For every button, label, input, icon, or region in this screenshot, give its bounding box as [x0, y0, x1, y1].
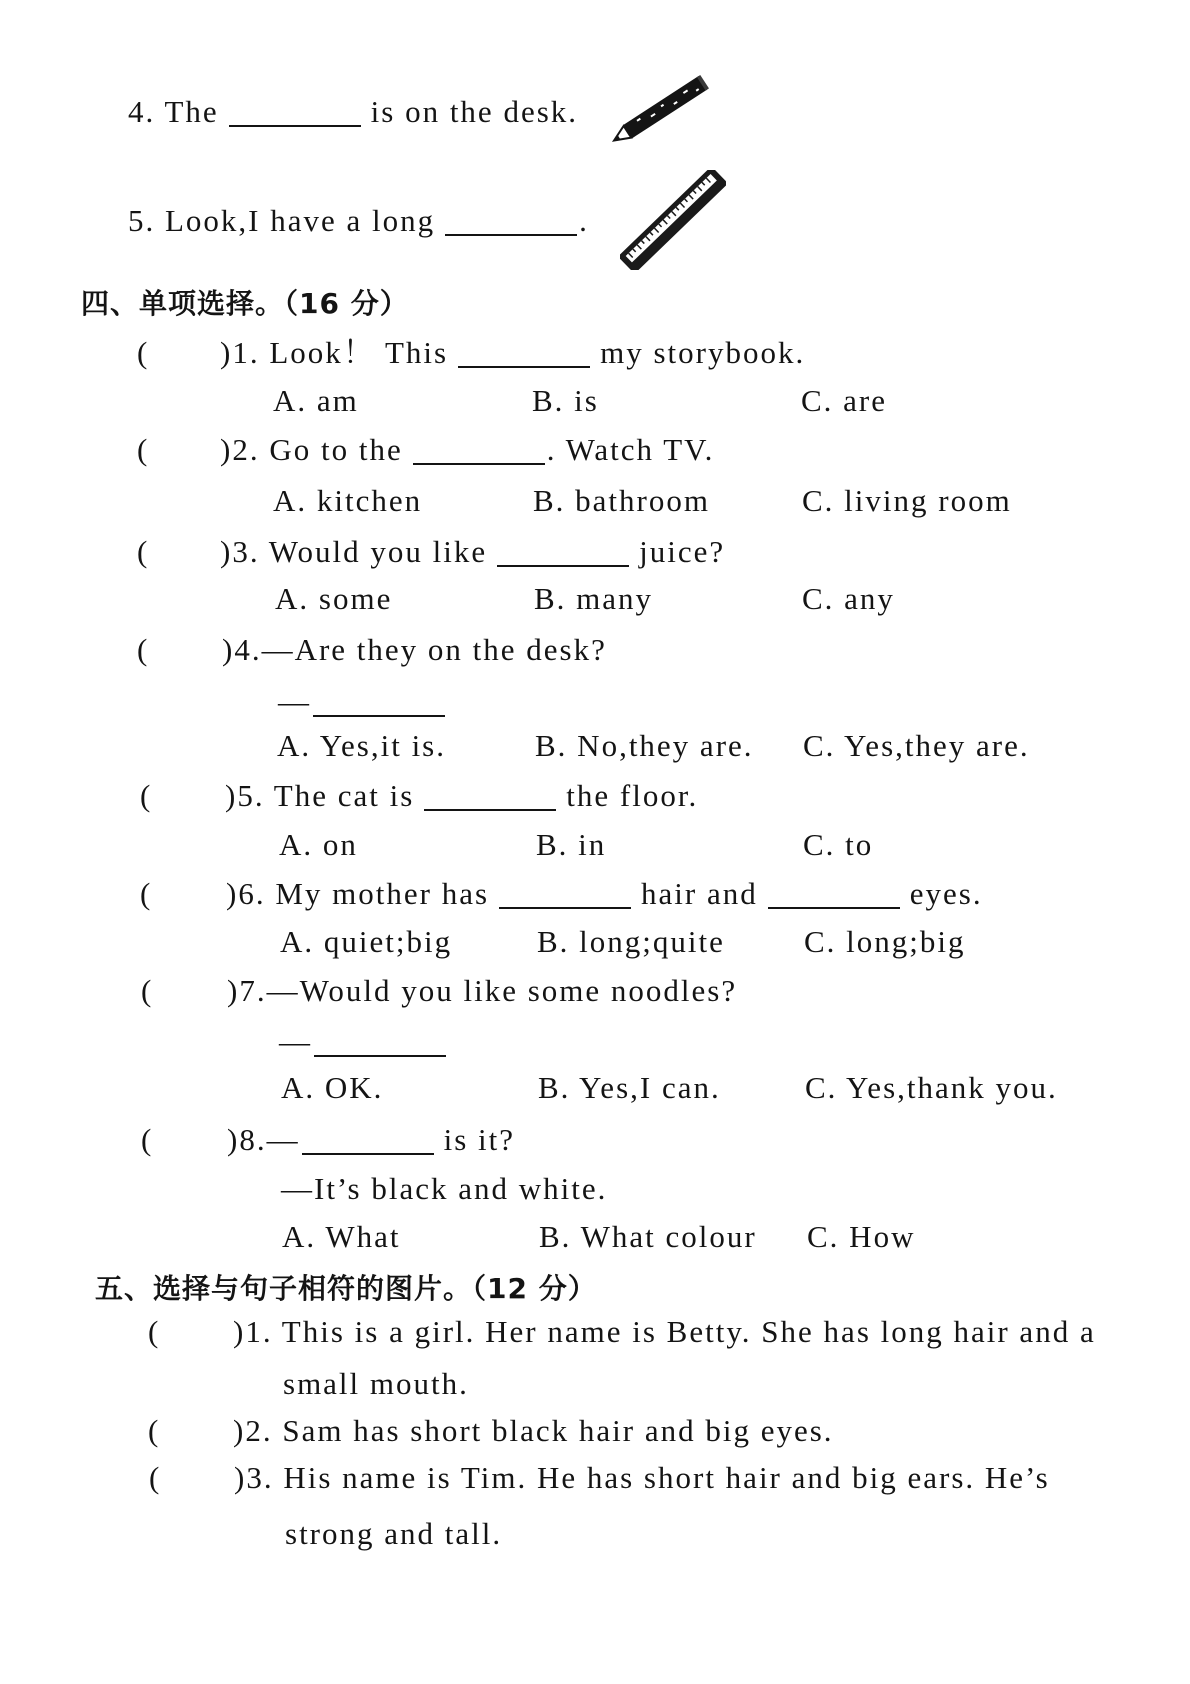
- question-number: )4.: [222, 632, 262, 667]
- options-row-3: [0, 579, 1190, 619]
- options-row-1: [0, 381, 1190, 421]
- reply-row-4: [0, 682, 1190, 722]
- stem-text: This is a girl. Her name is Betty. She has long hair and a: [281, 1314, 1096, 1349]
- fill-in-item-5: [0, 201, 1190, 241]
- answer-bracket-open: (: [137, 632, 150, 667]
- stem-text: The cat is: [273, 778, 415, 813]
- option-b: B. What colour: [539, 1219, 757, 1254]
- answer-bracket-open: (: [137, 534, 150, 569]
- sentence-text: is on the desk.: [370, 94, 579, 129]
- stem-text: Go to the: [269, 432, 403, 467]
- fill-in-sentence: [128, 201, 589, 241]
- section-4-title: 四、单项选择。（16 分）: [81, 287, 409, 320]
- option-c: C. living room: [802, 483, 1012, 518]
- answer-bracket-open: (: [140, 876, 153, 911]
- stem-text: juice?: [639, 534, 726, 569]
- options-row-2: [0, 481, 1190, 521]
- option-a: A. on: [279, 827, 358, 862]
- answer-blank: [302, 1125, 434, 1155]
- answer-blank: [229, 97, 361, 127]
- answer-bracket-open: (: [140, 778, 153, 813]
- options-row-6: [0, 922, 1190, 962]
- option-c: C. How: [807, 1219, 916, 1254]
- question-number: )1.: [220, 335, 260, 370]
- answer-blank: [314, 1027, 446, 1057]
- question-number: )1.: [233, 1314, 273, 1349]
- answer-bracket-open: (: [149, 1460, 162, 1495]
- question-number: )7.: [227, 973, 267, 1008]
- reply-row-8: [0, 1169, 1190, 1209]
- option-a: A. Yes,it is.: [277, 728, 446, 763]
- option-b: B. many: [534, 581, 654, 616]
- dash: —: [278, 684, 311, 719]
- option-a: A. OK.: [281, 1070, 384, 1105]
- picture-question-row-3-cont: [0, 1514, 1190, 1554]
- option-b: B. Yes,I can.: [538, 1070, 721, 1105]
- question-stem: [227, 1120, 515, 1160]
- question-stem: [233, 1312, 1096, 1352]
- stem-text: —Would you like some noodles?: [266, 973, 738, 1008]
- reply-line: [279, 1022, 456, 1062]
- stem-text: —Are they on the desk?: [261, 632, 607, 667]
- question-row-6: [0, 874, 1190, 914]
- options-row-8: [0, 1217, 1190, 1257]
- question-row-1: [0, 333, 1190, 373]
- options-row-7: [0, 1068, 1190, 1108]
- question-stem: [226, 874, 983, 914]
- answer-bracket-open: (: [141, 1122, 154, 1157]
- option-c: C. to: [803, 827, 874, 862]
- question-row-5: [0, 776, 1190, 816]
- options-row-4: [0, 726, 1190, 766]
- question-stem: [220, 333, 805, 373]
- stem-text: hair and: [641, 876, 758, 911]
- stem-text: Sam has short black hair and big eyes.: [282, 1413, 834, 1448]
- answer-blank: [458, 338, 590, 368]
- answer-blank: [768, 879, 900, 909]
- pencil-icon: [605, 68, 717, 152]
- option-a: A. kitchen: [273, 483, 423, 518]
- question-stem: [227, 971, 737, 1011]
- answer-bracket-open: (: [137, 335, 150, 370]
- answer-blank: [424, 781, 556, 811]
- option-a: A. am: [273, 383, 359, 418]
- stem-text: Would you like: [268, 534, 488, 569]
- section-5-title: 五、选择与句子相符的图片。（12 分）: [95, 1272, 597, 1305]
- picture-question-row-2: [0, 1411, 1190, 1451]
- sentence-text: 4. The: [128, 94, 219, 129]
- stem-text: His name is Tim. He has short hair and big ears. He’s: [283, 1460, 1050, 1495]
- stem-text: My mother has: [275, 876, 490, 911]
- option-c: C. long;big: [804, 924, 966, 959]
- question-stem: [225, 776, 698, 816]
- ruler-icon: [620, 170, 726, 270]
- dash: —: [279, 1024, 312, 1059]
- reply-line: [278, 682, 455, 722]
- question-stem: [220, 430, 714, 470]
- sentence-text: 5. Look,I have a long: [128, 203, 436, 238]
- answer-bracket-open: (: [137, 432, 150, 467]
- answer-bracket-open: (: [148, 1413, 161, 1448]
- reply-row-7: [0, 1022, 1190, 1062]
- option-b: B. in: [536, 827, 607, 862]
- option-b: B. No,they are.: [535, 728, 754, 763]
- reply-line: —It’s black and white.: [281, 1171, 608, 1206]
- option-c: C. Yes,they are.: [803, 728, 1030, 763]
- answer-blank: [499, 879, 631, 909]
- question-number: )5.: [225, 778, 265, 813]
- option-c: C. any: [802, 581, 895, 616]
- picture-question-row-1: [0, 1312, 1190, 1352]
- picture-question-row-3: [0, 1458, 1190, 1498]
- question-number: )8.: [227, 1122, 267, 1157]
- question-number: )2.: [220, 432, 260, 467]
- fill-in-item-4: [0, 92, 1190, 132]
- question-stem: [220, 532, 725, 572]
- question-number: )6.: [226, 876, 266, 911]
- stem-text: . Watch TV.: [546, 432, 715, 467]
- question-number: )2.: [233, 1413, 273, 1448]
- option-b: B. long;quite: [537, 924, 725, 959]
- question-row-2: [0, 430, 1190, 470]
- stem-text: Look！ This: [269, 335, 449, 370]
- answer-blank: [413, 435, 545, 465]
- answer-bracket-open: (: [148, 1314, 161, 1349]
- option-a: A. What: [282, 1219, 401, 1254]
- stem-text: small mouth.: [283, 1366, 469, 1401]
- option-c: C. are: [801, 383, 888, 418]
- answer-bracket-open: (: [141, 973, 154, 1008]
- stem-text: is it?: [443, 1122, 515, 1157]
- question-number: )3.: [220, 534, 260, 569]
- fill-in-sentence: [128, 92, 578, 132]
- question-row-8: [0, 1120, 1190, 1160]
- option-a: A. some: [275, 581, 393, 616]
- sentence-text: .: [579, 203, 589, 238]
- stem-text: eyes.: [909, 876, 983, 911]
- stem-text: my storybook.: [600, 335, 806, 370]
- question-stem: [233, 1411, 834, 1451]
- option-b: B. bathroom: [533, 483, 710, 518]
- stem-text: —: [266, 1122, 300, 1157]
- picture-question-row-1-cont: [0, 1364, 1190, 1404]
- question-row-3: [0, 532, 1190, 572]
- options-row-5: [0, 825, 1190, 865]
- option-b: B. is: [532, 383, 599, 418]
- stem-text: the floor.: [566, 778, 699, 813]
- answer-blank: [445, 206, 577, 236]
- question-row-4: [0, 630, 1190, 670]
- question-stem: [234, 1458, 1050, 1498]
- answer-blank: [313, 687, 445, 717]
- question-number: )3.: [234, 1460, 274, 1495]
- question-stem: [222, 630, 607, 670]
- question-row-7: [0, 971, 1190, 1011]
- stem-text: strong and tall.: [285, 1516, 503, 1551]
- option-c: C. Yes,thank you.: [805, 1070, 1058, 1105]
- answer-blank: [497, 537, 629, 567]
- option-a: A. quiet;big: [280, 924, 453, 959]
